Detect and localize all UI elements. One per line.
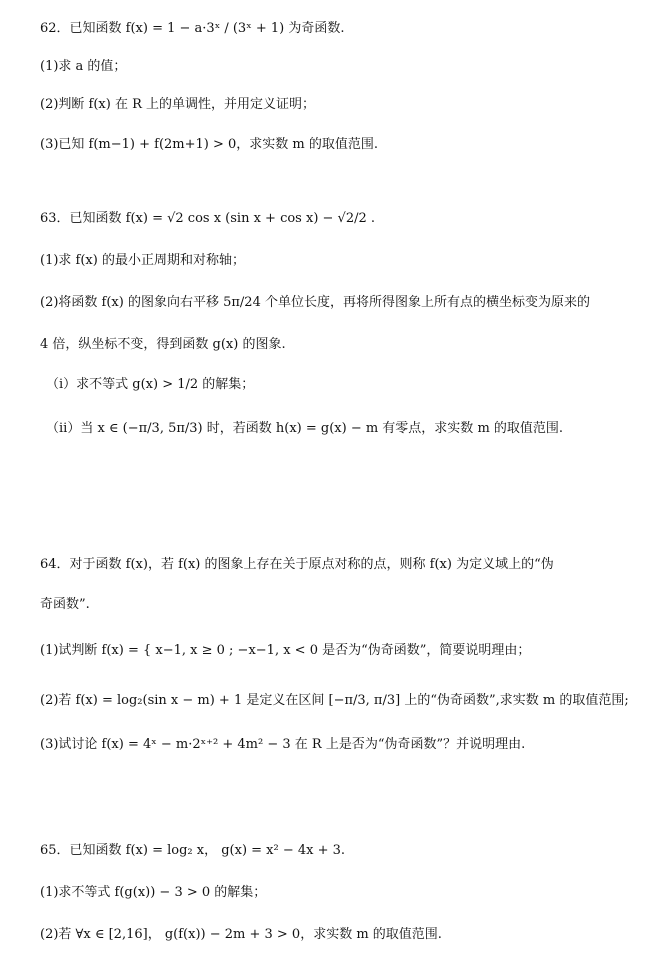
problem-64-statement-cont: 奇函数”. [40, 597, 90, 612]
problem-62-part-2: (2)判断 f(x) 在 R 上的单调性，并用定义证明； [40, 97, 316, 112]
problem-63-sub-i: （i）求不等式 g(x) > 1/2 的解集； [46, 377, 255, 392]
problem-64-part-3: (3)试讨论 f(x) = 4ˣ − m·2ˣ⁺² + 4m² − 3 在 R 上是否为“伪奇函数”？并说明理由. [40, 737, 526, 752]
problem-63-statement: 63．已知函数 f(x) = √2 cos x (sin x + cos x) − √2/2 . [40, 211, 376, 226]
problem-65-statement: 65．已知函数 f(x) = log₂ x， g(x) = x² − 4x + 3. [40, 843, 346, 858]
problem-64-part-1: (1)试判断 f(x) = { x−1, x ≥ 0 ; −x−1, x < 0 是否为“伪奇函数”，简要说明理由； [40, 643, 531, 658]
problem-63-part-1: (1)求 f(x) 的最小正周期和对称轴； [40, 253, 245, 268]
problem-65-part-2: (2)若 ∀x ∈ [2,16]， g(f(x)) − 2m + 3 > 0，求实数 m 的取值范围. [40, 927, 442, 942]
problem-62-part-3: (3)已知 f(m−1) + f(2m+1) > 0，求实数 m 的取值范围. [40, 137, 379, 152]
problem-63-part-2-cont: 4 倍，纵坐标不变，得到函数 g(x) 的图象. [40, 337, 286, 352]
problem-63-part-2: (2)将函数 f(x) 的图象向右平移 5π/24 个单位长度，再将所得图象上所有点的横坐标变为原来的 [40, 295, 590, 310]
problem-62-statement: 62．已知函数 f(x) = 1 − a·3ˣ / (3ˣ + 1) 为奇函数. [40, 21, 345, 36]
problem-64-statement: 64．对于函数 f(x)，若 f(x) 的图象上存在关于原点对称的点，则称 f(x) 为定义域上的“伪 [40, 557, 554, 572]
problem-63-sub-ii: （ii）当 x ∈ (−π/3, 5π/3) 时，若函数 h(x) = g(x) − m 有零点，求实数 m 的取值范围. [46, 421, 564, 436]
problem-64-part-2: (2)若 f(x) = log₂(sin x − m) + 1 是定义在区间 [−π/3, π/3] 上的“伪奇函数”,求实数 m 的取值范围; [40, 693, 629, 708]
problem-62-part-1: (1)求 a 的值； [40, 59, 127, 74]
problem-65-part-1: (1)求不等式 f(g(x)) − 3 > 0 的解集； [40, 885, 267, 900]
